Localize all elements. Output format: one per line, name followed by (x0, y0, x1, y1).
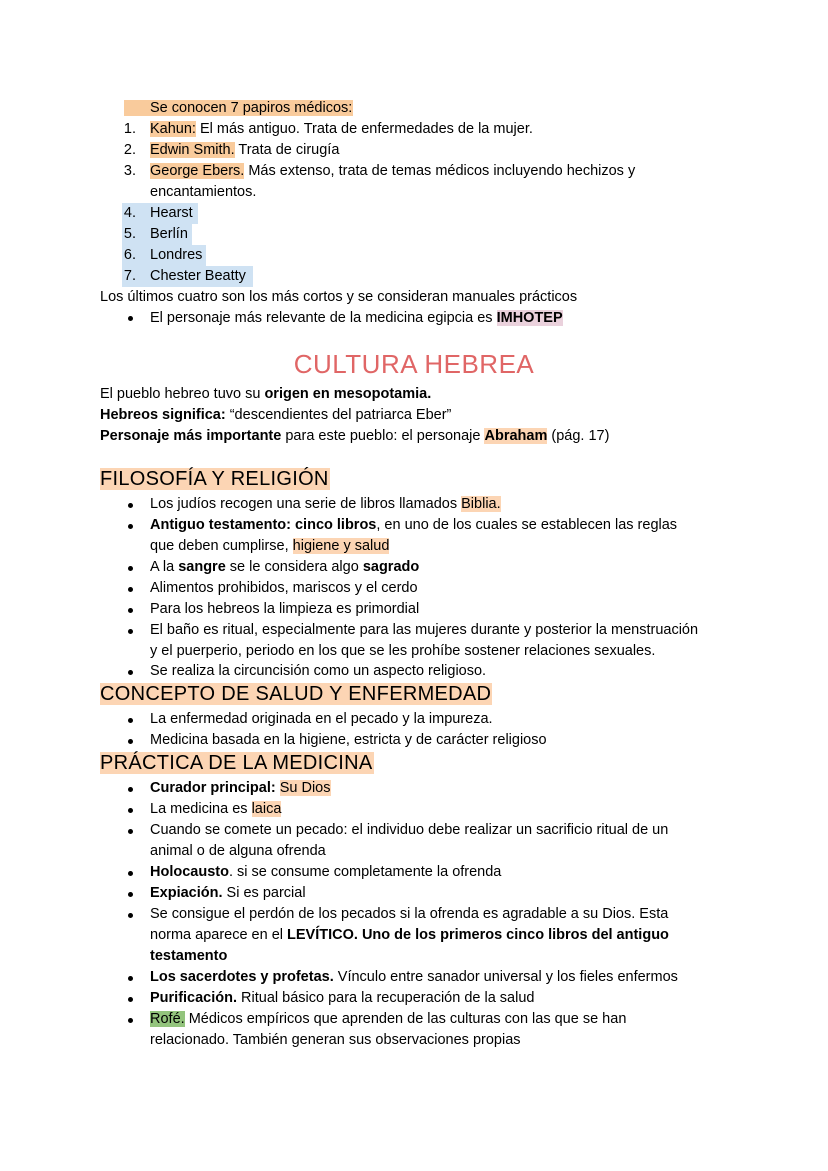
list-item: Purificación. Ritual básico para la recuperación de la salud (150, 990, 535, 1006)
papiro-name: George Ebers. (150, 163, 245, 179)
list-number: 1. (123, 121, 136, 137)
bullet (128, 913, 133, 918)
list-item: El baño es ritual, especialmente para las mujeres durante y posterior la menstruación (150, 622, 699, 638)
paragraph-line: Personaje más importante para este pueblo: el personaje Abraham (pág. 17) (100, 428, 610, 444)
papiro-name: Londres (150, 247, 203, 263)
list-item: Los sacerdotes y profetas. Vínculo entre sanador universal y los fieles enfermos (150, 969, 678, 985)
list-number: 3. (123, 163, 136, 179)
rofe-highlight: Rofé. (150, 1011, 185, 1027)
bullet (128, 997, 133, 1002)
bullet (128, 871, 133, 876)
list-item: Holocausto. si se consume completamente la ofrenda (150, 864, 502, 880)
list-item: Antiguo testamento: cinco libros, en uno de los cuales se establecen las reglas (150, 517, 678, 533)
paragraph-line: Hebreos significa: “descendientes del patriarca Eber” (100, 407, 452, 423)
list-item: Los judíos recogen una serie de libros llamados Biblia. (150, 496, 501, 512)
list-number: 7. (123, 268, 136, 284)
list-item: Edwin Smith. Trata de cirugía (150, 142, 340, 158)
bullet (128, 587, 133, 592)
bullet (128, 829, 133, 834)
list-item: La medicina es laica (150, 801, 282, 817)
bullet (128, 503, 133, 508)
papiro-name: Berlín (150, 226, 188, 242)
bullet (128, 976, 133, 981)
list-item: Alimentos prohibidos, mariscos y el cerdo (150, 580, 418, 596)
list-item: Se consigue el perdón de los pecados si la ofrenda es agradable a su Dios. Esta (150, 906, 669, 922)
list-item: Se realiza la circuncisión como un aspecto religioso. (150, 663, 487, 679)
list-item-continuation: relacionado. También generan sus observaciones propias (150, 1032, 521, 1048)
bullet (128, 316, 133, 321)
list-number: 2. (123, 142, 136, 158)
bullet (128, 1018, 133, 1023)
list-item: Para los hebreos la limpieza es primordial (150, 601, 420, 617)
list-item-continuation: que deben cumplirse, higiene y salud (150, 538, 390, 554)
bullet (128, 808, 133, 813)
bullet (128, 566, 133, 571)
list-item (124, 98, 353, 119)
papiros-intro: Se conocen 7 papiros médicos: (124, 100, 353, 116)
bullet (128, 629, 133, 634)
section-heading: FILOSOFÍA Y RELIGIÓN (100, 468, 329, 490)
list-item-continuation: animal o de alguna ofrenda (150, 843, 326, 859)
section-heading: PRÁCTICA DE LA MEDICINA (100, 752, 373, 774)
bullet (128, 524, 133, 529)
list-number: 4. (123, 205, 136, 221)
abraham-highlight: Abraham (484, 428, 548, 444)
list-number: 6. (123, 247, 136, 263)
list-item: Rofé. Médicos empíricos que aprenden de las culturas con las que se han (150, 1011, 627, 1027)
imhotep-highlight: IMHOTEP (496, 310, 563, 326)
papiro-name: Chester Beatty (150, 268, 246, 284)
papiro-name: Edwin Smith. (150, 142, 235, 158)
section-heading: CONCEPTO DE SALUD Y ENFERMEDAD (100, 683, 492, 705)
papiros-note: Los últimos cuatro son los más cortos y se consideran manuales prácticos (100, 289, 578, 305)
list-item-continuation: testamento (150, 948, 228, 964)
list-item: La enfermedad originada en el pecado y la impureza. (150, 711, 493, 727)
bullet (128, 787, 133, 792)
list-item-continuation: encantamientos. (150, 184, 257, 200)
list-item-continuation: y el puerperio, periodo en los que se les prohíbe sostener relaciones sexuales. (150, 643, 656, 659)
list-item: Curador principal: Su Dios (150, 780, 331, 796)
bullet (128, 739, 133, 744)
list-item: Expiación. Si es parcial (150, 885, 306, 901)
papiro-name: Kahun: (150, 121, 196, 137)
list-item-continuation: norma aparece en el LEVÍTICO. Uno de los primeros cinco libros del antiguo (150, 927, 669, 943)
list-item: George Ebers. Más extenso, trata de temas médicos incluyendo hechizos y (150, 163, 636, 179)
list-item: Medicina basada en la higiene, estricta y de carácter religioso (150, 732, 547, 748)
list-item: El personaje más relevante de la medicina egipcia es IMHOTEP (150, 310, 563, 326)
bullet (128, 718, 133, 723)
papiro-name: Hearst (150, 205, 193, 221)
list-number: 5. (123, 226, 136, 242)
section-title: CULTURA HEBREA (293, 349, 535, 379)
bullet (128, 670, 133, 675)
paragraph-line: El pueblo hebreo tuvo su origen en mesopotamia. (100, 386, 432, 402)
bullet (128, 608, 133, 613)
list-item: Kahun: El más antiguo. Trata de enfermedades de la mujer. (150, 121, 533, 137)
bullet (128, 892, 133, 897)
list-item: A la sangre se le considera algo sagrado (150, 559, 420, 575)
list-item: Cuando se comete un pecado: el individuo debe realizar un sacrificio ritual de un (150, 822, 669, 838)
